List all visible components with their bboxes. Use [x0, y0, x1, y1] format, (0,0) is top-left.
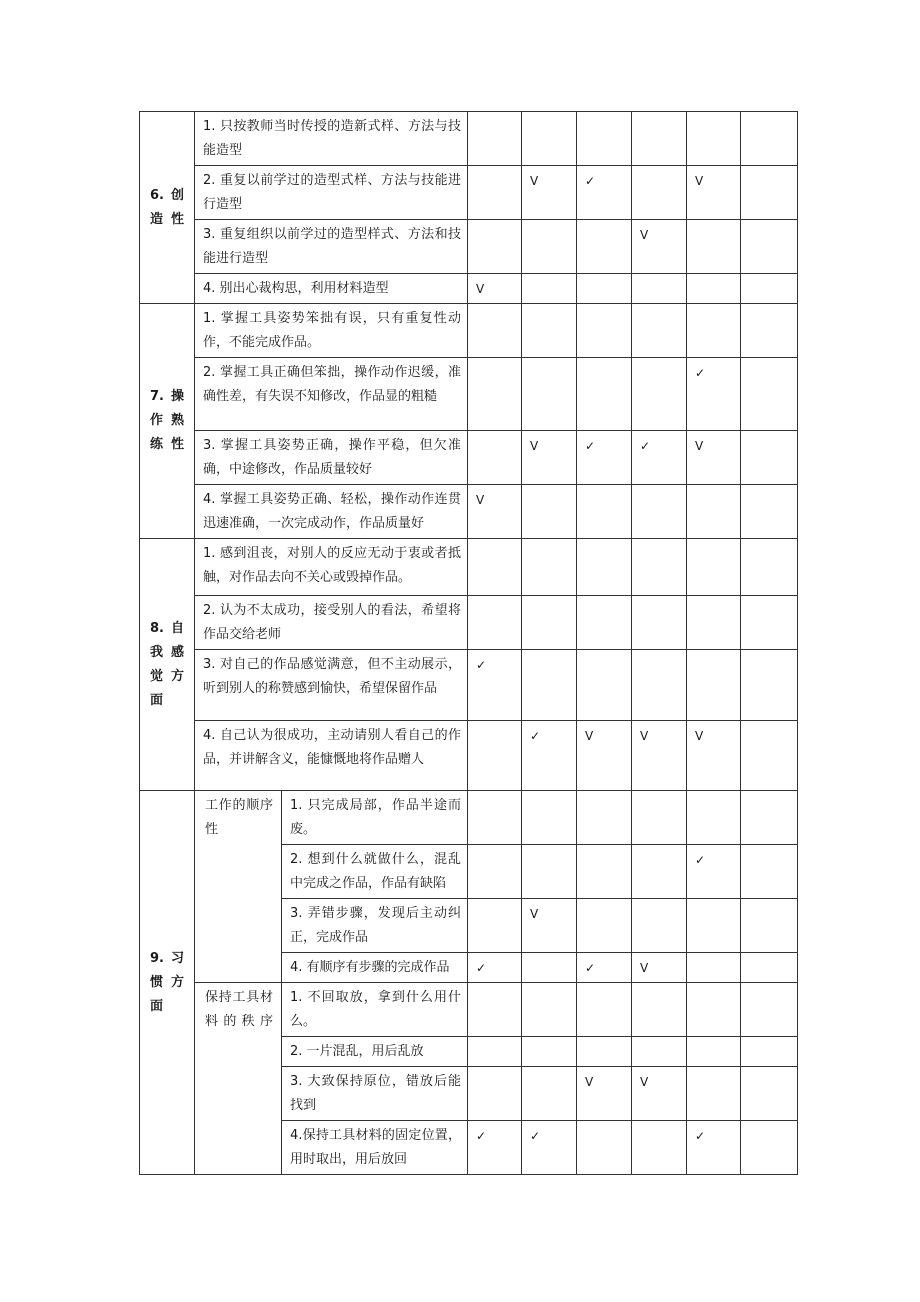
- rating-cell: [687, 304, 741, 358]
- rating-cell: [522, 721, 577, 791]
- rating-cell: [632, 650, 687, 721]
- rating-cell: [687, 485, 741, 539]
- rating-cell: [468, 650, 522, 721]
- rating-cell: [577, 166, 632, 220]
- rating-cell: [522, 274, 577, 304]
- rating-cell: [632, 274, 687, 304]
- rating-cell: [687, 983, 741, 1037]
- rating-cell: [468, 166, 522, 220]
- rating-cell: [687, 1067, 741, 1121]
- rating-cell: [632, 358, 687, 431]
- table-row: [140, 650, 798, 721]
- rating-cell: [741, 721, 798, 791]
- category-cell: [140, 791, 195, 1175]
- rating-cell: [577, 539, 632, 596]
- rating-cell: [468, 220, 522, 274]
- criterion-text: 3. 大致保持原位，错放后能找到: [282, 1067, 468, 1121]
- rating-cell: [468, 358, 522, 431]
- criterion-text: 1. 只按教师当时传授的造新式样、方法与技能造型: [195, 112, 468, 166]
- check-mark: ✓: [695, 366, 706, 380]
- rating-cell: [687, 596, 741, 650]
- category-cell: [140, 539, 195, 791]
- check-mark: ✓: [585, 174, 596, 188]
- rating-cell: [468, 1037, 522, 1067]
- rating-cell: [577, 899, 632, 953]
- rating-cell: [687, 274, 741, 304]
- v-mark: V: [530, 439, 539, 453]
- criterion-text: 3. 掌握工具姿势正确，操作平稳，但欠准确，中途修改，作品质量较好: [195, 431, 468, 485]
- table-row: [140, 791, 798, 845]
- rating-cell: [577, 1037, 632, 1067]
- criterion-text: 2. 重复以前学过的造型式样、方法与技能进行造型: [195, 166, 468, 220]
- rating-cell: [741, 220, 798, 274]
- rating-cell: [687, 1121, 741, 1175]
- table-row: [140, 166, 798, 220]
- rating-cell: [468, 539, 522, 596]
- rating-cell: [522, 112, 577, 166]
- rating-cell: [577, 845, 632, 899]
- evaluation-table: [139, 111, 798, 1175]
- criterion-text: 1. 不回取放，拿到什么用什么。: [282, 983, 468, 1037]
- rating-cell: [632, 166, 687, 220]
- category-label: 9. 习惯方面: [150, 950, 184, 1014]
- rating-cell: [632, 596, 687, 650]
- check-mark: ✓: [476, 1129, 487, 1143]
- rating-cell: [522, 983, 577, 1037]
- rating-cell: [522, 1067, 577, 1121]
- rating-cell: [632, 791, 687, 845]
- rating-cell: [741, 650, 798, 721]
- rating-cell: [577, 1121, 632, 1175]
- rating-cell: [522, 220, 577, 274]
- rating-cell: [632, 1121, 687, 1175]
- rating-cell: [577, 304, 632, 358]
- table-row: [140, 112, 798, 166]
- rating-cell: [522, 791, 577, 845]
- rating-cell: [577, 721, 632, 791]
- rating-cell: [632, 721, 687, 791]
- rating-cell: [741, 539, 798, 596]
- rating-cell: [522, 650, 577, 721]
- rating-cell: [522, 485, 577, 539]
- table-row: [140, 983, 798, 1037]
- rating-cell: [468, 112, 522, 166]
- table-row: [140, 274, 798, 304]
- rating-cell: [522, 596, 577, 650]
- criterion-text: 2. 掌握工具正确但笨拙，操作动作迟缓，准确性差，有失误不知修改，作品显的粗糙: [195, 358, 468, 431]
- rating-cell: [741, 1037, 798, 1067]
- rating-cell: [687, 1037, 741, 1067]
- rating-cell: [468, 304, 522, 358]
- rating-cell: [741, 596, 798, 650]
- rating-cell: [741, 485, 798, 539]
- category-label: 8. 自我感觉方面: [150, 620, 184, 708]
- criterion-text: 3. 重复组织以前学过的造型样式、方法和技能进行造型: [195, 220, 468, 274]
- rating-cell: [577, 358, 632, 431]
- rating-cell: [522, 845, 577, 899]
- category-label: 6. 创造性: [150, 187, 184, 227]
- check-mark: ✓: [476, 961, 487, 975]
- v-mark: V: [640, 729, 649, 743]
- rating-cell: [741, 358, 798, 431]
- rating-cell: [577, 983, 632, 1037]
- v-mark: V: [640, 228, 649, 242]
- v-mark: V: [640, 961, 649, 975]
- table-row: [140, 539, 798, 596]
- criterion-text: 4. 别出心裁构思，利用材料造型: [195, 274, 468, 304]
- rating-cell: [577, 953, 632, 983]
- rating-cell: [632, 983, 687, 1037]
- category-cell: [140, 304, 195, 539]
- rating-cell: [468, 983, 522, 1037]
- rating-cell: [632, 539, 687, 596]
- check-mark: ✓: [695, 853, 706, 867]
- rating-cell: [522, 899, 577, 953]
- v-mark: V: [476, 282, 485, 296]
- rating-cell: [741, 899, 798, 953]
- rating-cell: [522, 431, 577, 485]
- table-row: [140, 358, 798, 431]
- criterion-text: 3. 对自己的作品感觉满意，但不主动展示，听到别人的称赞感到愉快，希望保留作品: [195, 650, 468, 721]
- rating-cell: [741, 166, 798, 220]
- check-mark: ✓: [640, 439, 651, 453]
- rating-cell: [632, 899, 687, 953]
- rating-cell: [468, 953, 522, 983]
- rating-cell: [468, 274, 522, 304]
- rating-cell: [632, 485, 687, 539]
- v-mark: V: [530, 174, 539, 188]
- rating-cell: [741, 791, 798, 845]
- rating-cell: [741, 1121, 798, 1175]
- criterion-text: 3. 弄错步骤，发现后主动纠正，完成作品: [282, 899, 468, 953]
- v-mark: V: [530, 907, 539, 921]
- rating-cell: [687, 791, 741, 845]
- rating-cell: [468, 845, 522, 899]
- check-mark: ✓: [585, 961, 596, 975]
- check-mark: ✓: [585, 439, 596, 453]
- rating-cell: [687, 220, 741, 274]
- rating-cell: [468, 791, 522, 845]
- table-row: [140, 304, 798, 358]
- v-mark: V: [585, 729, 594, 743]
- subcategory-label: 保持工具材料的秩序: [205, 990, 273, 1029]
- v-mark: V: [695, 729, 704, 743]
- rating-cell: [577, 596, 632, 650]
- rating-cell: [741, 953, 798, 983]
- v-mark: V: [585, 1075, 594, 1089]
- rating-cell: [577, 274, 632, 304]
- rating-cell: [522, 539, 577, 596]
- rating-cell: [522, 358, 577, 431]
- rating-cell: [632, 1067, 687, 1121]
- rating-cell: [741, 845, 798, 899]
- v-mark: V: [695, 439, 704, 453]
- category-label: 7. 操作熟练性: [150, 389, 184, 452]
- rating-cell: [687, 358, 741, 431]
- rating-cell: [468, 596, 522, 650]
- criterion-text: 2. 一片混乱，用后乱放: [282, 1037, 468, 1067]
- criterion-text: 1. 感到沮丧，对别人的反应无动于衷或者抵触，对作品去向不关心或毁掉作品。: [195, 539, 468, 596]
- rating-cell: [468, 1121, 522, 1175]
- table-row: [140, 596, 798, 650]
- rating-cell: [632, 845, 687, 899]
- check-mark: ✓: [476, 658, 487, 672]
- rating-cell: [632, 112, 687, 166]
- rating-cell: [577, 112, 632, 166]
- rating-cell: [468, 721, 522, 791]
- rating-cell: [468, 1067, 522, 1121]
- criterion-text: 4.保持工具材料的固定位置，用时取出，用后放回: [282, 1121, 468, 1175]
- rating-cell: [687, 721, 741, 791]
- check-mark: ✓: [530, 729, 541, 743]
- rating-cell: [741, 304, 798, 358]
- rating-cell: [468, 431, 522, 485]
- v-mark: V: [695, 174, 704, 188]
- criterion-text: 1. 掌握工具姿势笨拙有误，只有重复性动作，不能完成作品。: [195, 304, 468, 358]
- rating-cell: [687, 845, 741, 899]
- rating-cell: [687, 953, 741, 983]
- table-row: [140, 431, 798, 485]
- table-row: [140, 220, 798, 274]
- criterion-text: 2. 认为不太成功，接受别人的看法，希望将作品交给老师: [195, 596, 468, 650]
- rating-cell: [632, 953, 687, 983]
- table-row: [140, 721, 798, 791]
- rating-cell: [741, 983, 798, 1037]
- rating-cell: [522, 953, 577, 983]
- rating-cell: [632, 304, 687, 358]
- rating-cell: [468, 899, 522, 953]
- criterion-text: 2. 想到什么就做什么，混乱中完成之作品，作品有缺陷: [282, 845, 468, 899]
- rating-cell: [687, 650, 741, 721]
- rating-cell: [577, 1067, 632, 1121]
- rating-cell: [577, 650, 632, 721]
- subcategory-label: 工作的顺序性: [205, 798, 273, 837]
- criterion-text: 1. 只完成局部，作品半途而废。: [282, 791, 468, 845]
- rating-cell: [687, 112, 741, 166]
- rating-cell: [741, 1067, 798, 1121]
- rating-cell: [741, 431, 798, 485]
- rating-cell: [687, 539, 741, 596]
- rating-cell: [468, 485, 522, 539]
- rating-cell: [687, 899, 741, 953]
- rating-cell: [522, 1121, 577, 1175]
- table-row: [140, 485, 798, 539]
- rating-cell: [741, 274, 798, 304]
- criterion-text: 4. 自己认为很成功，主动请别人看自己的作品，并讲解含义，能慷慨地将作品赠人: [195, 721, 468, 791]
- subcategory-cell: [195, 983, 282, 1175]
- rating-cell: [522, 304, 577, 358]
- rating-cell: [632, 431, 687, 485]
- criterion-text: 4. 有顺序有步骤的完成作品: [282, 953, 468, 983]
- rating-cell: [577, 485, 632, 539]
- rating-cell: [632, 1037, 687, 1067]
- rating-cell: [741, 112, 798, 166]
- rating-cell: [522, 166, 577, 220]
- check-mark: ✓: [695, 1129, 706, 1143]
- rating-cell: [577, 791, 632, 845]
- criterion-text: 4. 掌握工具姿势正确、轻松，操作动作连贯迅速准确，一次完成动作，作品质量好: [195, 485, 468, 539]
- rating-cell: [577, 431, 632, 485]
- rating-cell: [577, 220, 632, 274]
- rating-cell: [632, 220, 687, 274]
- v-mark: V: [476, 493, 485, 507]
- check-mark: ✓: [530, 1129, 541, 1143]
- subcategory-cell: [195, 791, 282, 983]
- v-mark: V: [640, 1075, 649, 1089]
- rating-cell: [687, 166, 741, 220]
- rating-cell: [687, 431, 741, 485]
- category-cell: [140, 112, 195, 304]
- rating-cell: [522, 1037, 577, 1067]
